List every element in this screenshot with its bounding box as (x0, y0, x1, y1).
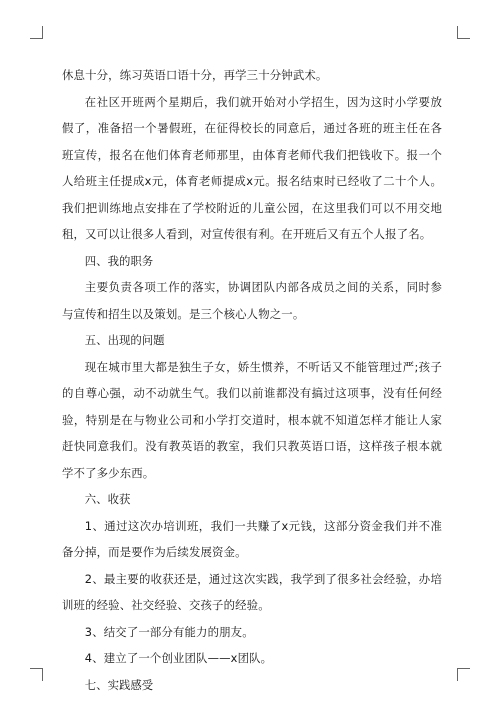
section-heading-duty: 四、我的职务 (84, 253, 154, 268)
crop-mark-top-right (457, 26, 470, 39)
crop-mark-bottom-left (30, 668, 43, 681)
crop-mark-top-left (30, 26, 43, 39)
document-body (62, 62, 442, 698)
gain-item-1: 1、通过这次办培训班，我们一共赚了x元钱，这部分资金我们并不准备分掉，而是要作为后续发展资金。 (62, 518, 442, 559)
section-heading-feelings: 七、实践感受 (84, 677, 154, 692)
paragraph-recruitment: 在社区开班两个星期后，我们就开始对小学招生，因为这时小学要放假了，准备招一个暑假班，在征得校长的同意后，通过各班的班主任在各班宣传，报名在他们体育老师那里，由体育老师代我们把钱收下。报一个人给班主任提成x元，体育老师提成x元。报名结束时已经收了二十个人。我们把训练地点安排在了学校附近的儿童公园，在这里我们可以不用交地租，又可以让很多人看到，对宣传很有利。在开班后又有五个人报了名。 (62, 94, 442, 241)
paragraph-duty: 主要负责各项工作的落实，协调团队内部各成员之间的关系，同时参与宣传和招生以及策划。是三个核心人物之一。 (62, 280, 442, 321)
gain-item-3: 3、结交了一部分有能力的朋友。 (84, 624, 254, 639)
section-heading-problems: 五、出现的问题 (84, 333, 165, 347)
gain-item-4: 4、建立了一个创业团队——x团队。 (84, 651, 273, 665)
gain-item-2: 2、最主要的收获还是，通过这次实践，我学到了很多社会经验，办培训班的经验、社交经验、交孩子的经验。 (62, 571, 442, 612)
section-heading-gains: 六、收获 (84, 492, 131, 506)
paragraph-continuation: 休息十分，练习英语口语十分，再学三十分钟武术。 (62, 68, 328, 82)
crop-mark-bottom-right (457, 668, 470, 681)
paragraph-problems: 现在城市里大都是独生子女，娇生惯养，不听话又不能管理过严;孩子的自尊心强，动不动就生气。我们以前谁都没有搞过这项事，没有任何经验，特别是在与物业公司和小学打交道时，根本就不知道怎样才能让人家赶快同意我们。没有教英语的教室，我们只教英语口语，这样孩子根本就学不了多少东西。 (62, 359, 442, 480)
